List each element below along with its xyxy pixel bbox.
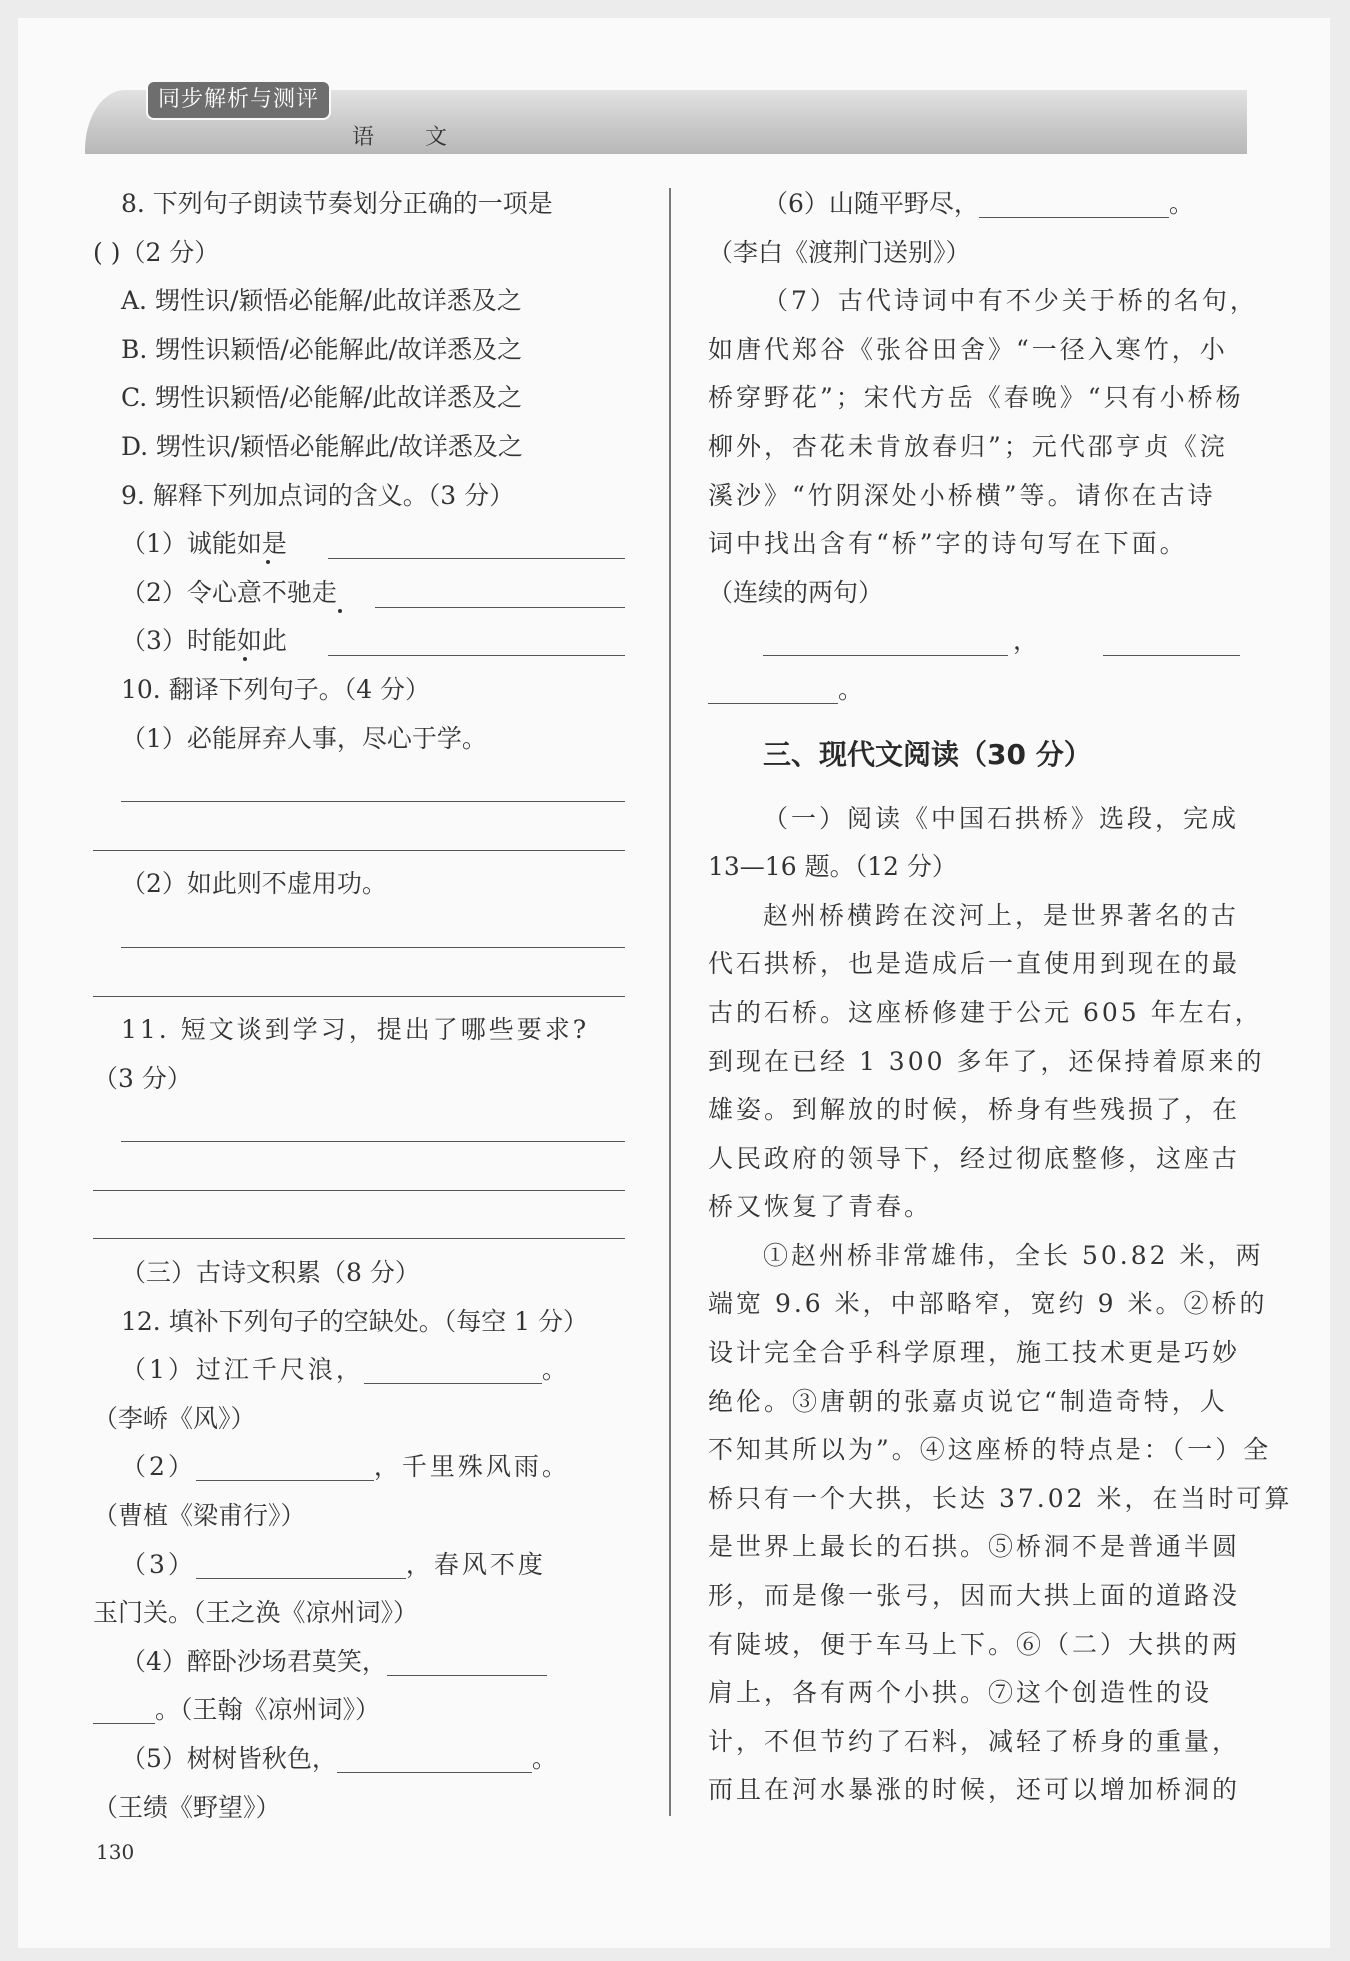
left-column [93, 180, 633, 1832]
right-column [708, 180, 1293, 1815]
q9-item [93, 569, 633, 618]
passage-line: ①赵州桥非常雄伟，全长 50.82 米，两 [763, 1240, 1264, 1270]
q12-item-1-source: （李峤《风》） [93, 1403, 256, 1433]
passage-line: 而且在河水暴涨的时候，还可以增加桥洞的 [708, 1775, 1241, 1805]
answer-blank[interactable] [196, 1548, 406, 1579]
passage-line: 雄姿。到解放的时候，桥身有些残损了，在 [708, 1095, 1241, 1125]
q12-item-1-text: （1）过江千尺浪， [121, 1355, 364, 1385]
passage-line: 到现在已经 1 300 多年了，还保持着原来的 [708, 1046, 1265, 1076]
q11-stem: 11. 短文谈到学习，提出了哪些要求? [121, 1015, 590, 1045]
period: 。 [838, 674, 864, 704]
answer-line-row [93, 1200, 633, 1249]
q8-option-a: A. 甥性识/颖悟必能解/此故详悉及之 [121, 286, 522, 316]
answer-line[interactable] [93, 850, 625, 851]
part-heading-cont: 13—16 题。（12 分） [708, 852, 957, 882]
q10-sentence-2: （2）如此则不虚用功。 [121, 869, 387, 899]
answer-line-row [93, 763, 633, 812]
answer-blank[interactable] [1103, 655, 1240, 656]
q12-item-5-source: （王绩《野望》） [93, 1792, 281, 1822]
q12-item-2-text: （2） [121, 1452, 196, 1482]
emphasis-dot [266, 560, 270, 564]
q11-stem-cont: （3 分） [93, 1063, 192, 1093]
q9-item [93, 617, 633, 666]
q12-item-2 [93, 1443, 633, 1492]
answer-line-row [93, 909, 633, 958]
q12-item-6-text: （6）山随平野尽， [763, 189, 979, 218]
passage-line: 肩上，各有两个小拱。⑦这个创造性的设 [708, 1678, 1213, 1708]
page-number: 130 [96, 1840, 135, 1864]
passage-line: 赵州桥横跨在洨河上，是世界著名的古 [763, 900, 1240, 930]
q12-item-7-line: （7）古代诗词中有不少关于桥的名句， [763, 286, 1258, 316]
q12-item-6-source: （李白《渡荆门送别》） [708, 237, 971, 267]
q9-item [93, 520, 633, 569]
answer-line-row [93, 1152, 633, 1201]
answer-blank[interactable] [387, 1645, 547, 1676]
answer-blank[interactable] [337, 1742, 532, 1773]
comma: ， [1013, 626, 1039, 656]
q10-stem: 10. 翻译下列句子。（4 分） [121, 674, 431, 704]
emphasis-dot [243, 657, 247, 661]
q9-item-1: （1）诚能如是 [121, 529, 287, 559]
subject-label: 语 文 [352, 125, 469, 150]
q12-item-1-end: 。 [541, 1355, 570, 1385]
answer-blank[interactable] [328, 655, 625, 656]
answer-line[interactable] [121, 947, 625, 948]
answer-blank[interactable] [196, 1450, 374, 1481]
q12-item-3-text: （3） [121, 1549, 196, 1579]
q12-item-3-end: ，春风不度 [405, 1549, 546, 1579]
emphasis-dot [338, 609, 342, 613]
q12-item-4 [93, 1638, 633, 1687]
q12-item-5-end: 。 [531, 1744, 557, 1773]
answer-line[interactable] [121, 801, 625, 802]
q8-option-d: D. 甥性识/颖悟必能解此/故详悉及之 [121, 431, 523, 461]
answer-blank[interactable] [979, 187, 1169, 218]
passage-line: 代石拱桥，也是造成后一直使用到现在的最 [708, 949, 1241, 979]
q12-item-6 [708, 180, 1248, 229]
q12-item-7-line: （连续的两句） [708, 577, 884, 607]
q12-item-4-text: （4）醉卧沙场君莫笑， [121, 1646, 387, 1676]
passage-line: 人民政府的领导下，经过彻底整修，这座古 [708, 1143, 1241, 1173]
passage-line: 有陡坡，便于车马上下。⑥（二）大拱的两 [708, 1629, 1241, 1659]
q10-sentence-1: （1）必能屏弃人事，尽心于学。 [121, 723, 487, 753]
q9-item-3: （3）时能如此 [121, 626, 287, 656]
section-title: 三、现代文阅读（30 分） [763, 737, 1092, 771]
q12-item-2-end: ，千里殊风雨。 [373, 1452, 570, 1482]
q12-item-6-end: 。 [1168, 189, 1194, 218]
q12-item-3 [93, 1541, 633, 1590]
answer-blank[interactable] [708, 673, 838, 704]
answer-blank[interactable] [763, 655, 1008, 656]
q12-item-7-line: 桥穿野花”；宋代方岳《春晚》“只有小桥杨 [708, 383, 1244, 413]
passage-line: 桥只有一个大拱，长达 37.02 米，在当时可算 [708, 1483, 1293, 1513]
answer-line-row [93, 958, 633, 1007]
answer-blank[interactable] [93, 1693, 155, 1724]
passage-line: 端宽 9.6 米，中部略窄，宽约 9 米。②桥的 [708, 1289, 1268, 1319]
passage-line: 是世界上最长的石拱。⑤桥洞不是普通半圆 [708, 1532, 1241, 1562]
section-heading: （三）古诗文积累（8 分） [121, 1258, 420, 1288]
q12-item-5-text: （5）树树皆秋色， [121, 1744, 337, 1773]
passage-line: 古的石桥。这座桥修建于公元 605 年左右， [708, 997, 1263, 1027]
q12-item-2-source: （曹植《梁甫行》） [93, 1501, 306, 1531]
q12-item-7-answer [708, 617, 1248, 666]
q9-stem: 9. 解释下列加点词的含义。（3 分） [121, 480, 515, 510]
q12-item-3-source: 玉门关。（王之涣《凉州词》） [93, 1598, 419, 1628]
passage-line: 形，而是像一张弓，因而大拱上面的道路没 [708, 1581, 1241, 1611]
q12-item-7-line: 如唐代郑谷《张谷田舍》“一径入寒竹，小 [708, 334, 1228, 364]
answer-line[interactable] [93, 1238, 625, 1239]
q12-item-4-source: 。（王翰《凉州词》） [155, 1695, 381, 1725]
answer-line-row [93, 1103, 633, 1152]
q12-item-4-cont [93, 1686, 633, 1735]
q12-item-5 [93, 1735, 633, 1784]
q12-item-7-line: 词中找出含有“桥”字的诗句写在下面。 [708, 529, 1188, 559]
q8-option-c: C. 甥性识颖悟/必能解/此故详悉及之 [121, 383, 522, 413]
q12-item-7-line: 溪沙》“竹阴深处小桥横”等。请你在古诗 [708, 480, 1216, 510]
answer-line[interactable] [121, 1141, 625, 1142]
answer-blank[interactable] [328, 558, 625, 559]
answer-line[interactable] [93, 996, 625, 997]
passage-line: 绝伦。③唐朝的张嘉贞说它“制造奇特，人 [708, 1386, 1228, 1416]
answer-line-row [93, 812, 633, 861]
q8-stem: 8. 下列句子朗读节奏划分正确的一项是 [121, 189, 553, 218]
passage-line: 计，不但节约了石料，减轻了桥身的重量， [708, 1726, 1241, 1756]
series-title: 同步解析与测评 [146, 80, 331, 120]
q9-item-2: （2）令心意不驰走 [121, 577, 337, 607]
q12-item-7-line: 柳外，杏花未肯放春归”；元代邵亨贞《浣 [708, 431, 1228, 461]
part-heading: （一）阅读《中国石拱桥》选段，完成 [763, 803, 1240, 833]
answer-blank[interactable] [364, 1353, 542, 1384]
column-divider [669, 188, 671, 1816]
passage-line: 桥又恢复了青春。 [708, 1192, 933, 1222]
q8-stem-cont: ( )（2 分） [93, 237, 220, 267]
q12-item-1 [93, 1346, 633, 1395]
answer-line[interactable] [93, 1190, 625, 1191]
passage-line: 设计完全合乎科学原理，施工技术更是巧妙 [708, 1338, 1241, 1368]
q8-option-b: B. 甥性识颖悟/必能解此/故详悉及之 [121, 334, 523, 364]
q12-item-7-answer-cont [708, 666, 1248, 715]
passage-line: 不知其所以为”。④这座桥的特点是：（一）全 [708, 1435, 1272, 1465]
answer-blank[interactable] [375, 607, 625, 608]
q12-stem: 12. 填补下列句子的空缺处。（每空 1 分） [121, 1306, 589, 1336]
